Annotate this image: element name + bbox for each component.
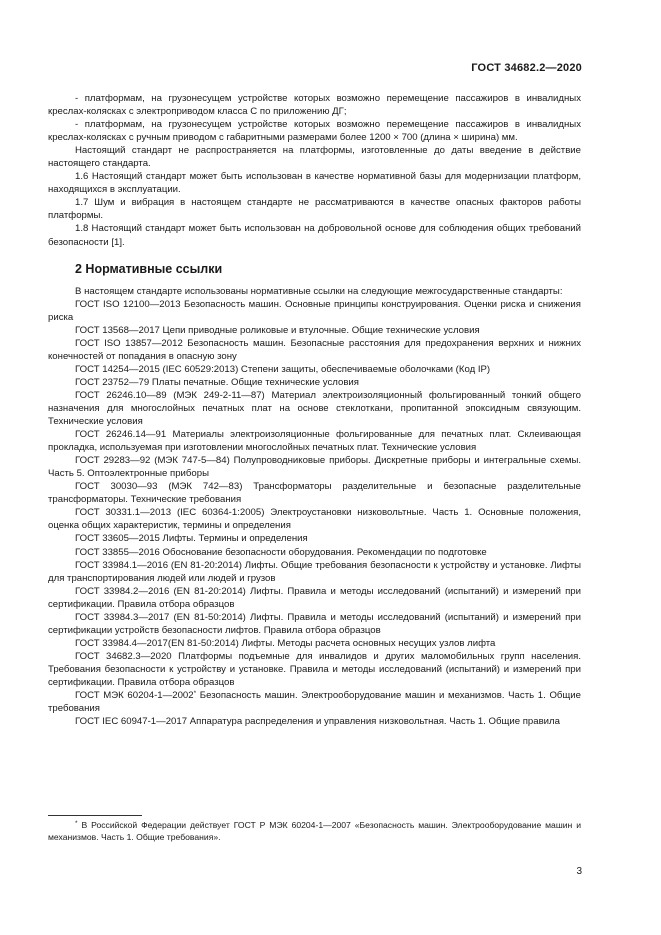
reference-item: ГОСТ 33984.4—2017(EN 81-50:2014) Лифты. Методы расчета основных несущих узлов лифта: [75, 637, 496, 649]
reference-item: ГОСТ 33984.2—2016 (EN 81-20:2014) Лифты. Правила и методы исследований (испытаний) и измерений при сертификации. Правила отбора образцов: [48, 585, 581, 610]
paragraph: 1.7 Шум и вибрация в настоящем стандарте не рассматриваются в качестве опасных факторов работы платформы.: [48, 197, 581, 222]
reference-item: ГОСТ 29283—92 (МЭК 747-5—84) Полупроводниковые приборы. Дискретные приборы и интегральные схемы. Часть 5. Оптоэлектронные приборы: [48, 455, 581, 480]
reference-item: ГОСТ 13568—2017 Цепи приводные роликовые и втулочные. Общие технические условия: [75, 324, 480, 336]
paragraph: Настоящий стандарт не распространяется на платформы, изготовленные до даты введение в действие настоящего стандарта.: [48, 145, 581, 170]
paragraph: - платформам, на грузонесущем устройстве которых возможно перемещение пассажиров в инвалидных креслах-колясках с ручным приводом с габаритными размерами более 1200 × 700 (длина × ширина) мм.: [48, 119, 581, 144]
reference-item: В настоящем стандарте использованы нормативные ссылки на следующие межгосударственные стандарты:: [75, 285, 563, 297]
reference-item: ГОСТ 26246.10—89 (МЭК 249-2-11—87) Материал электроизоляционный фольгированный тонкий общего назначения для многослойных печатных плат на основе стеклоткани, пропитанной эпоксидным связующим. Технические условия: [48, 389, 581, 428]
paragraph: 1.6 Настоящий стандарт может быть использован в качестве нормативной базы для модернизации платформ, находящихся в эксплуатации.: [48, 171, 581, 196]
reference-item: ГОСТ ISO 13857—2012 Безопасность машин. Безопасные расстояния для предохранения верхних и нижних конечностей от попадания в опасную зону: [48, 337, 581, 362]
paragraph: - платформам, на грузонесущем устройстве которых возможно перемещение пассажиров в инвалидных креслах-колясках с электроприводом класса С по приложению ДГ;: [48, 93, 581, 118]
footnote: [48, 820, 581, 843]
reference-item: ГОСТ 26246.14—91 Материалы электроизоляционные фольгированные для печатных плат. Склеивающая прокладка, используемая при изготовлении многослойных печатных плат. Технические условия: [48, 429, 581, 454]
reference-item: ГОСТ 30030—93 (МЭК 742—83) Трансформаторы разделительные и безопасные разделительные трансформаторы. Технические требования: [48, 481, 581, 506]
reference-title: Безопасность машин. Электрооборудование машин и механизмов. Часть 1. Общие требования: [48, 690, 581, 715]
reference-item: ГОСТ 33984.3—2017 (EN 81-50:2014) Лифты. Правила и методы исследований (испытаний) и измерений при сертификации устройств безопасности лифтов. Правила отбора образцов: [48, 611, 581, 636]
reference-item: ГОСТ IEC 60947-1—2017 Аппаратура распределения и управления низковольтная. Часть 1. Общие правила: [75, 716, 560, 728]
reference-item: ГОСТ 23752—79 Платы печатные. Общие технические условия: [75, 376, 359, 388]
reference-code: ГОСТ МЭК 60204-1—2002: [75, 690, 194, 702]
reference-item: ГОСТ 33984.1—2016 (EN 81-20:2014) Лифты. Общие требования безопасности к устройству и установке. Лифты для транспортирования людей или людей и грузов: [48, 559, 581, 584]
reference-item: ГОСТ 33605—2015 Лифты. Термины и определения: [75, 533, 308, 545]
footnote-marker: *: [75, 820, 78, 827]
page-number: 3: [576, 866, 582, 877]
footnote-text: В Российской Федерации действует ГОСТ Р МЭК 60204-1—2007 «Безопасность машин. Электрооборудование машин и механизмов. Часть 1. Общие требования».: [48, 820, 581, 842]
reference-item-iec: [48, 689, 581, 715]
section-heading: 2 Нормативные ссылки: [75, 261, 223, 276]
document-body: [48, 92, 581, 728]
standard-code-header: ГОСТ 34682.2—2020: [471, 62, 582, 74]
reference-item: ГОСТ 14254—2015 (IEC 60529:2013) Степени защиты, обеспечиваемые оболочками (Код IP): [75, 363, 491, 375]
reference-item: ГОСТ 30331.1—2013 (IEC 60364-1:2005) Электроустановки низковольтные. Часть 1. Основные положения, оценка общих характеристик, термины и определения: [48, 507, 581, 532]
reference-item: ГОСТ ISO 12100—2013 Безопасность машин. Основные принципы конструирования. Оценки риска и снижения риска: [48, 298, 581, 323]
reference-item: ГОСТ 33855—2016 Обоснование безопасности оборудования. Рекомендации по подготовке: [75, 546, 487, 558]
paragraph: 1.8 Настоящий стандарт может быть использован на добровольной основе для соблюдения общих требований безопасности [1].: [48, 223, 581, 248]
footnote-marker: *: [193, 690, 197, 698]
footnote-divider: [48, 815, 142, 816]
reference-item: ГОСТ 34682.3—2020 Платформы подъемные для инвалидов и других маломобильных групп населения. Требования безопасности к устройству и установке. Правила и методы исследований (испытаний) и измерений при сертификации. Правила отбора образцов: [48, 650, 581, 688]
